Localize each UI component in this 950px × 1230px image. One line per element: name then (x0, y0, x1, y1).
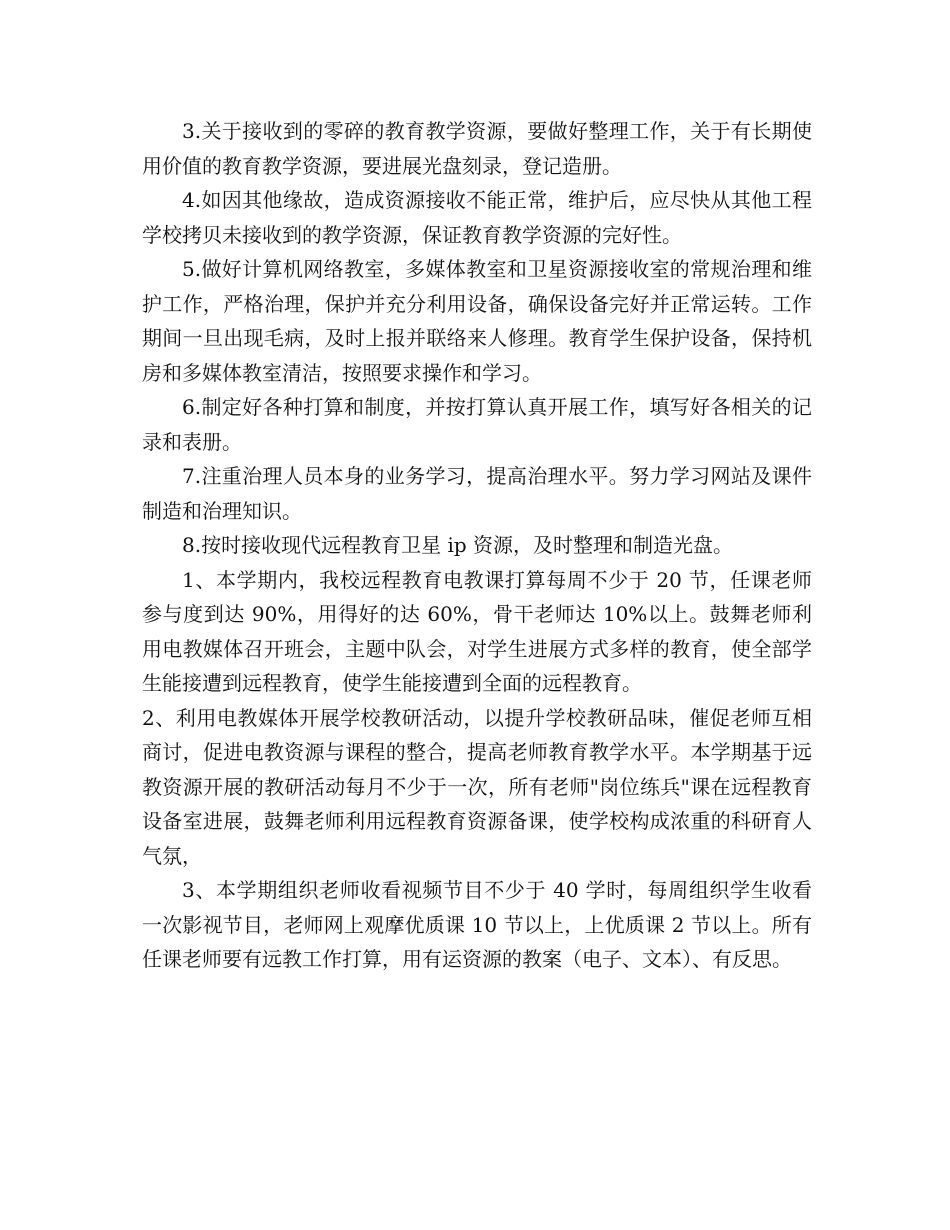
paragraph-item-8: 8.按时接收现代远程教育卫星 ip 资源，及时整理和制造光盘。 (182, 533, 733, 557)
paragraph-plan-3: 3、本学期组织老师收看视频节目不少于 40 学时，每周组织学生收看一次影视节目，老师网上观摩优质课 10 节以上，上优质课 2 节以上。所有任课老师要有远教工作打算，用有运资源的教案（电子、文本）、有反思。 (142, 878, 812, 971)
document-page (142, 114, 812, 977)
paragraph-item-4: 4.如因其他缘故，造成资源接收不能正常，维护后，应尽快从其他工程学校拷贝未接收到的教学资源，保证教育教学资源的完好性。 (142, 188, 812, 247)
paragraph-item-3: 3.关于接收到的零碎的教育教学资源，要做好整理工作，关于有长期使用价值的教育教学资源，要进展光盘刻录，登记造册。 (142, 119, 812, 178)
paragraph-item-6: 6.制定好各种打算和制度，并按打算认真开展工作，填写好各相关的记录和表册。 (142, 395, 812, 454)
paragraph-item-7: 7.注重治理人员本身的业务学习，提高治理水平。努力学习网站及课件制造和治理知识。 (142, 464, 812, 523)
paragraph-item-5: 5.做好计算机网络教室，多媒体教室和卫星资源接收室的常规治理和维护工作，严格治理，保护并充分利用设备，确保设备完好并正常运转。工作期间一旦出现毛病，及时上报并联络来人修理。教育学生保护设备，保持机房和多媒体教室清洁，按照要求操作和学习。 (142, 257, 812, 385)
paragraph-plan-1: 1、本学期内，我校远程教育电教课打算每周不少于 20 节，任课老师参与度到达 90%，用得好的达 60%，骨干老师达 10%以上。鼓舞老师利用电教媒体召开班会，主题中队会，对学生进展方式多样的教育，使全部学生能接遭到远程教育，使学生能接遭到全面的远程教育。 (142, 567, 812, 695)
paragraph-plan-2: 2、利用电教媒体开展学校教研活动，以提升学校教研品味，催促老师互相商讨，促进电教资源与课程的整合，提高老师教育教学水平。本学期基于远教资源开展的教研活动每月不少于一次，所有老师"岗位练兵"课在远程教育设备室进展，鼓舞老师利用远程教育资源备课，使学校构成浓重的科研育人气氛， (142, 705, 812, 868)
